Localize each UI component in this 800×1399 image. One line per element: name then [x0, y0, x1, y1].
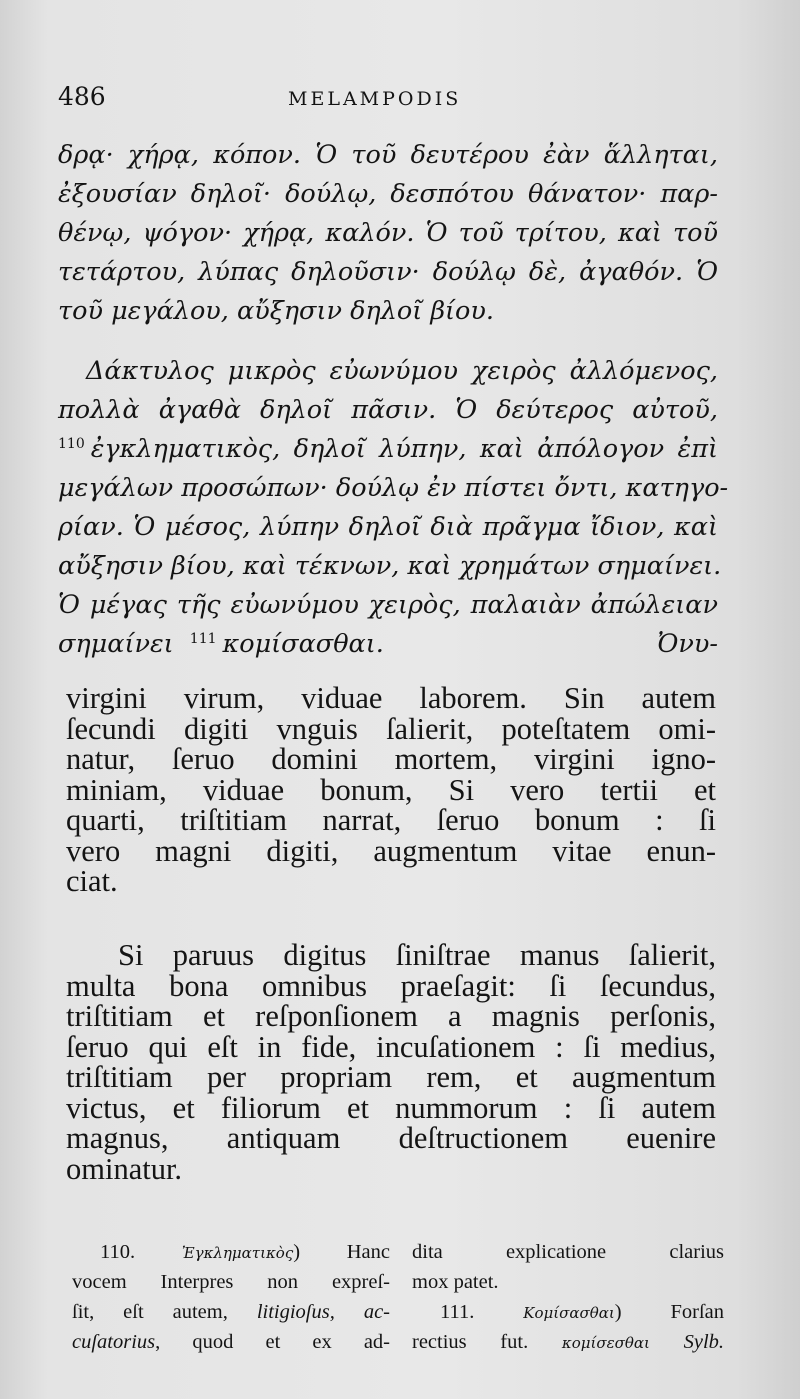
footnote-text: rectius fut.: [412, 1331, 529, 1353]
footnote-italic-text: Sylb.: [683, 1331, 725, 1353]
margin-note-number-111: 111: [189, 631, 217, 647]
footnote-italic-text: litigioſus, ac-: [256, 1301, 390, 1323]
greek-line: τοῦ μεγάλου, αὔξησιν δηλοῖ βίου.: [58, 296, 495, 326]
greek-text-block-2: [58, 352, 729, 664]
greek-line: αὔξησιν βίου, καὶ τέκνων, καὶ χρημάτων σημαίνει.: [58, 551, 722, 581]
latin-line: triſtitiam per propriam rem, et augmentum: [66, 1060, 716, 1094]
latin-line: victus, et filiorum et nummorum : ſi autem: [66, 1090, 716, 1125]
latin-line: natur, ſeruo domini mortem, virgini igno-: [66, 742, 716, 776]
footnote-line: vocem Interpres non expreſ-: [72, 1271, 390, 1293]
latin-line: Si paruus digitus ſiniſtrae manus ſalierit,: [118, 938, 716, 972]
greek-line: Δάκτυλος μικρὸς εὐωνύμου χειρὸς ἀλλόμενος,: [86, 356, 718, 386]
footnote-text: ) Forſan: [614, 1301, 724, 1323]
greek-line-tail: κομίσασθαι.: [222, 629, 384, 659]
latin-line: vero magni digiti, augmentum vitae enun-: [66, 833, 716, 868]
footnote-line: [72, 1297, 390, 1327]
footnotes: [72, 1237, 725, 1387]
latin-line: ſeruo qui eſt in fide, incuſationem : ſi medius,: [66, 1029, 716, 1064]
margin-note-number-110: 110: [58, 436, 85, 452]
latin-text-block-2: [66, 940, 716, 1184]
latin-line: ſecundi digiti vnguis ſalierit, poteſtatem omi-: [66, 711, 716, 746]
latin-text-block-1: [66, 683, 716, 897]
latin-line: ominatur.: [66, 1151, 183, 1186]
footnote-line: dita explicatione clarius: [412, 1241, 724, 1263]
footnote-greek-term: Ἐγκληματικὸς: [181, 1244, 294, 1262]
footnote-text: , quod et ex ad-: [155, 1331, 390, 1353]
latin-line: ciat.: [66, 864, 118, 898]
greek-line: τετάρτου, λύπας δηλοῦσιν· δούλῳ δὲ, ἀγαθόν. Ὁ: [58, 257, 718, 287]
latin-line: quarti, triſtitiam narrat, ſeruo bonum : ſi: [66, 803, 716, 837]
footnote-greek-term: κομίσεσθαι: [561, 1334, 650, 1352]
footnote-text: ) Hanc: [293, 1241, 390, 1263]
running-title: MELAMPODIS: [288, 88, 462, 110]
footnotes-right-column: [412, 1237, 724, 1357]
greek-line: ρίαν. Ὁ μέσος, λύπην δηλοῖ διὰ πρᾶγμα ἴδιον, καὶ: [58, 512, 718, 542]
greek-line: σημαίνει: [58, 629, 174, 659]
footnotes-left-column: [72, 1237, 390, 1357]
footnote-text: ſit, eſt autem,: [72, 1301, 228, 1323]
footnote-line: [72, 1237, 390, 1267]
footnote-italic-text: cuſatorius: [72, 1331, 156, 1353]
greek-line: θένῳ, ψόγον· χήρᾳ, καλόν. Ὁ τοῦ τρίτου, καὶ τοῦ: [58, 218, 718, 248]
greek-line: ἐξουσίαν δηλοῖ· δούλῳ, δεσπότου θάνατον· παρ-: [58, 179, 718, 209]
footnote-line: [412, 1297, 724, 1327]
greek-line: ἐγκληματικὸς, δηλοῖ λύπην, καὶ ἀπόλογον ἐπὶ: [90, 434, 718, 464]
greek-line: Ὁ μέγας τῆς εὐωνύμου χειρὸς, παλαιὰν ἀπώλειαν: [58, 590, 718, 620]
footnote-greek-term: Κομίσασθαι: [523, 1304, 615, 1322]
footnote-line: [72, 1327, 390, 1357]
greek-line: πολλὰ ἀγαθὰ δηλοῖ πᾶσιν. Ὁ δεύτερος αὐτοῦ,: [58, 395, 718, 425]
footnote-line: mox patet.: [412, 1271, 499, 1293]
greek-line-with-margin-number: [58, 430, 718, 469]
page-number: 486: [58, 82, 106, 111]
latin-line: magnus, antiquam deſtructionem euenire: [66, 1121, 716, 1155]
catchword: Ὀνυ-: [657, 629, 718, 659]
footnote-number: 111.: [440, 1301, 475, 1323]
greek-line-final: [58, 625, 718, 664]
latin-line: triſtitiam et reſponſionem a magnis perſonis,: [66, 999, 716, 1033]
footnote-line: [412, 1327, 724, 1357]
greek-line: δρᾳ· χήρᾳ, κόπον. Ὁ τοῦ δευτέρου ἐὰν ἅλληται,: [58, 140, 718, 170]
latin-line: miniam, viduae bonum, Si vero tertii et: [66, 772, 716, 807]
greek-line: μεγάλων προσώπων· δούλῳ ἐν πίστει ὄντι, κατηγο-: [58, 473, 729, 503]
page-header: [58, 82, 698, 122]
greek-text-block-1: [58, 136, 718, 331]
footnote-number: 110.: [100, 1241, 136, 1263]
latin-line: virgini virum, viduae laborem. Sin autem: [66, 681, 716, 715]
latin-line: multa bona omnibus praeſagit: ſi ſecundus,: [66, 968, 716, 1003]
